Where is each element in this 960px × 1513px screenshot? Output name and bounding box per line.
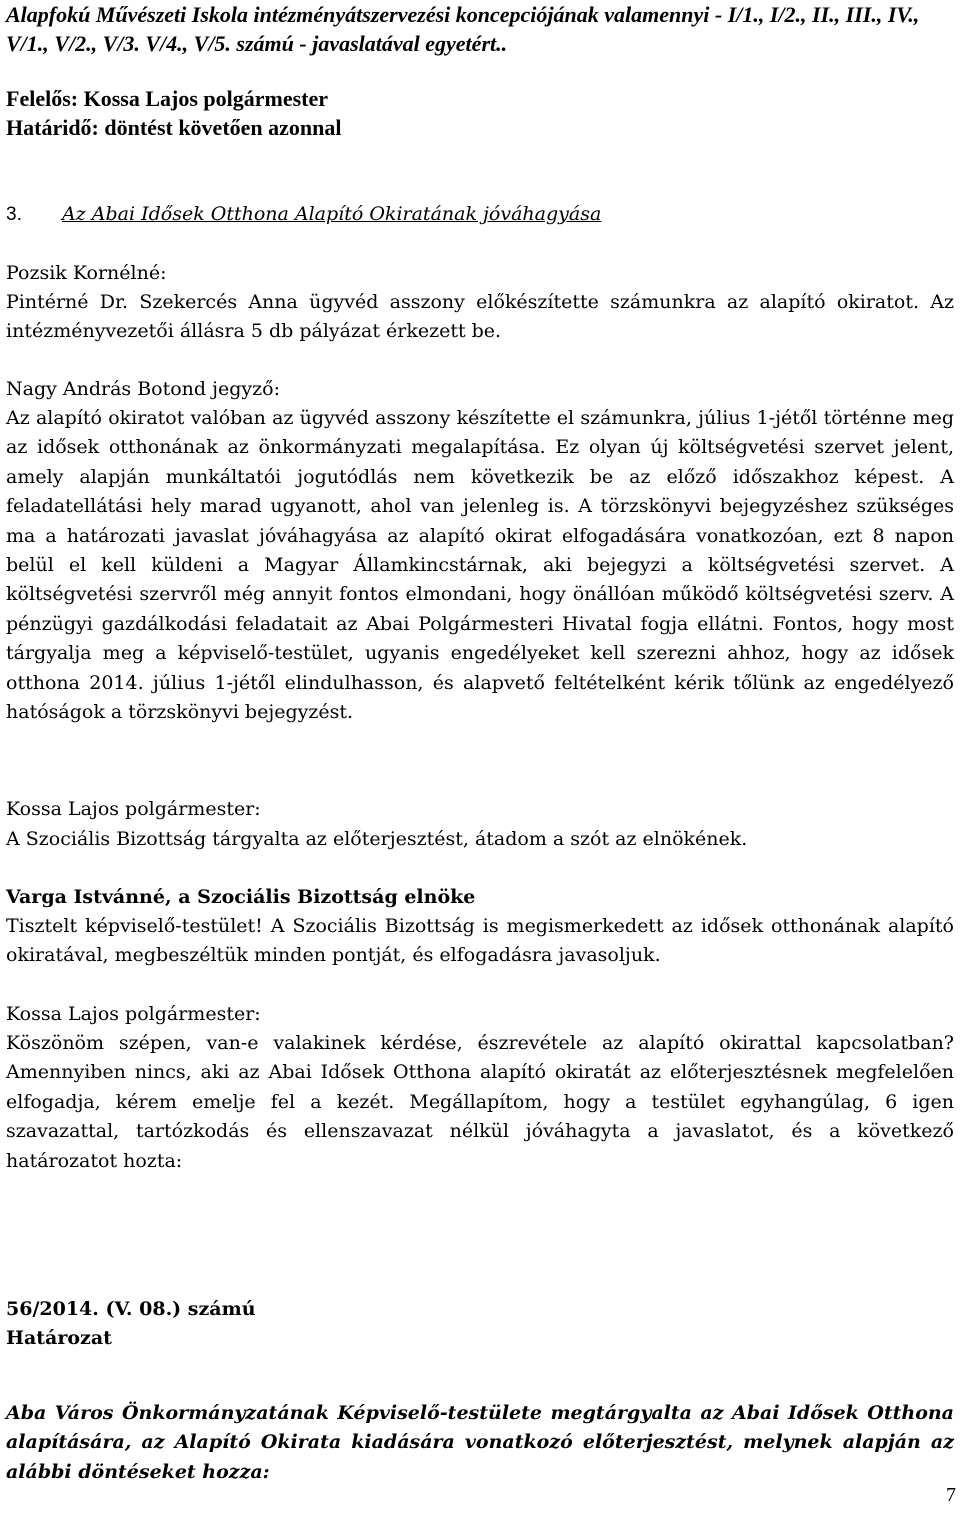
agenda-title: Az Abai Idősek Otthona Alapító Okiratának jóváhagyása: [62, 203, 602, 225]
speaker-name: Pozsik Kornélné:: [6, 262, 167, 284]
speech-text: Köszönöm szépen, van-e valakinek kérdése, észrevétele az alapító okirattal kapcsolatban? Amennyiben nincs, aki az Abai Idősek Otthona alapító okiratát az előterjesztésnek megfelelően elfogadja, kérem emelje fel a kezét. Megállapítom, hogy a testület egyhangúlag, 6 igen szavazattal, tartózkodás és ellenszavazat nélkül jóváhagyta a javaslatot, és a következő határozatot hozta:: [6, 1032, 954, 1172]
speech-text: Az alapító okiratot valóban az ügyvéd asszony készítette el számunkra, július 1-jétől történne meg az idősek otthonának az önkormányzati megalapítása. Ez olyan új költségvetési szervet jelent, amely alapján munkáltatói jogutódlás nem következik be az előző időszakhoz képest. A feladatellátási hely marad ugyanott, ahol van jelenleg is. A törzskönyvi bejegyzéshez szükséges ma a határozati javaslat jóváhagyása az alapító okirat elfogadására vonatkozóan, ezt 8 napon belül el kell küldeni a Magyar Államkincstárnak, aki bejegyzi a költségvetési szervet. A költségvetési szervről még annyit fontos elmondani, hogy önállóan működő költségvetési szerv. A pénzügyi gazdálkodási feladatait az Abai Polgármesteri Hivatal fogja ellátni. Fontos, hogy most tárgyalja meg a képviselő-testület, ugyanis engedélyeket kell szerezni ahhoz, hogy az idősek otthona 2014. július 1-jétől elindulhasson, és alapvető feltételként kérik tőlünk az engedélyező hatóságok a törzskönyvi bejegyzést.: [6, 407, 954, 724]
agenda-item: [6, 200, 601, 229]
speech-text: Pintérné Dr. Szekercés Anna ügyvéd asszony előkészítette számunkra az alapító okiratot. Az intézményvezetői állásra 5 db pályázat érkezett be.: [6, 291, 954, 343]
speaker-name: Varga Istvánné, a Szociális Bizottság elnöke: [6, 886, 476, 908]
agenda-number: 3.: [6, 204, 22, 225]
resolution-label: Határozat: [6, 1327, 112, 1349]
resolution-intro: Aba Város Önkormányzatának Képviselő-testülete megtárgyalta az Abai Idősek Otthona alapítására, az Alapító Okirata kiadására vonatkozó előterjesztést, melynek alapján az alábbi döntéseket hozza:: [6, 1402, 954, 1483]
speaker-name: Nagy András Botond jegyző:: [6, 378, 281, 400]
page-number: 7: [946, 1484, 956, 1506]
speaker-name: Kossa Lajos polgármester:: [6, 798, 261, 820]
speaker-name: Kossa Lajos polgármester:: [6, 1003, 261, 1025]
deadline-line: Határidő: döntést követően azonnal: [6, 115, 342, 140]
speech-text: A Szociális Bizottság tárgyalta az előterjesztést, átadom a szót az elnökének.: [6, 828, 748, 850]
resolution-number: 56/2014. (V. 08.) számú: [6, 1298, 256, 1320]
responsible-line: Felelős: Kossa Lajos polgármester: [6, 86, 328, 111]
speech-text: Tisztelt képviselő-testület! A Szociális Bizottság is megismerkedett az idősek otthonának alapító okiratával, megbeszéltük minden pontját, és elfogadásra javasoljuk.: [6, 915, 954, 967]
decision-text: Alapfokú Művészeti Iskola intézményátszervezési koncepciójának valamennyi - I/1., I/2., II., III., IV., V/1., V/2., V/3. V/4., V/5. számú - javaslatával egyetért..: [6, 2, 920, 56]
